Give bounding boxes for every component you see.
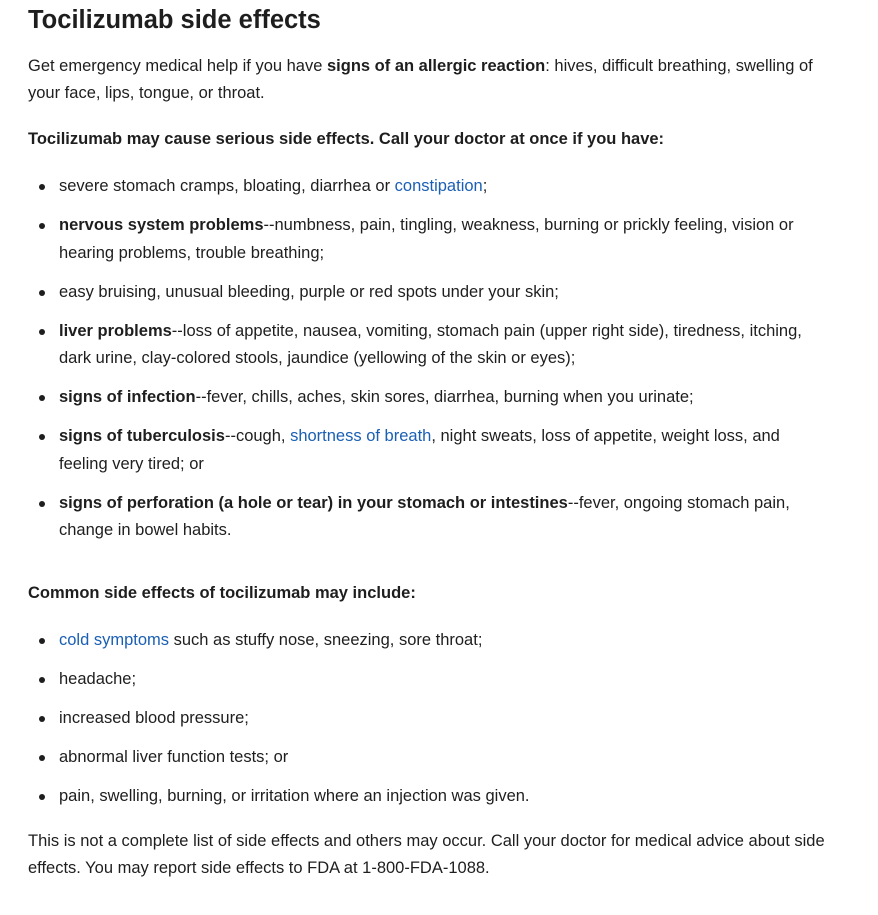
serious-effects-list [28, 173, 848, 545]
item-bold: signs of perforation (a hole or tear) in your stomach or intestines [59, 493, 568, 512]
list-item [28, 666, 824, 694]
common-effects-list [28, 627, 848, 811]
item-bold: nervous system problems [59, 216, 264, 234]
item-text: , night sweats, loss of appetite, weight loss, and feeling very tired; or [59, 427, 780, 473]
constipation-link[interactable]: constipation [394, 177, 483, 195]
item-text: easy bruising, unusual bleeding, purple or red spots under your skin; [59, 282, 559, 301]
list-item [28, 423, 824, 478]
list-item [28, 279, 824, 307]
item-bold: signs of tuberculosis [59, 427, 225, 445]
item-text: ; [482, 177, 488, 195]
item-bold: signs of infection [59, 388, 196, 406]
item-text: --fever, ongoing stomach pain, change in bowel habits. [59, 493, 790, 539]
list-item [28, 212, 824, 267]
bullet-icon [39, 716, 45, 722]
bullet-icon [39, 501, 45, 507]
item-bold: liver problems [59, 321, 172, 340]
bullet-icon [39, 329, 45, 335]
bullet-icon [39, 395, 45, 401]
item-text: headache; [59, 669, 137, 688]
cold-symptoms-link[interactable]: cold symptoms [59, 630, 170, 649]
disclaimer: This is not a complete list of side effects and others may occur. Call your doctor for medical advice about side effects. You may report side effects to FDA at 1-800-FDA-1088. [28, 832, 825, 877]
bullet-icon [39, 223, 45, 229]
list-item [28, 384, 824, 412]
bullet-icon [39, 677, 45, 683]
list-item [28, 490, 824, 545]
list-item [28, 627, 824, 655]
item-text: severe stomach cramps, bloating, diarrhea or [59, 177, 395, 195]
allergy-warning [28, 53, 828, 107]
page-title: Tocilizumab side effects [28, 6, 321, 34]
allergy-warning-suffix: : hives, difficult breathing, swelling of your face, lips, tongue, or throat. [28, 57, 813, 102]
bullet-icon [39, 755, 45, 761]
allergy-warning-bold: signs of an allergic reaction [327, 57, 546, 75]
bullet-icon [39, 434, 45, 440]
allergy-warning-prefix: Get emergency medical help if you have [28, 57, 327, 75]
item-text: increased blood pressure; [59, 708, 249, 727]
item-text: --numbness, pain, tingling, weakness, burning or prickly feeling, vision or hearing problems, trouble breathing; [59, 216, 794, 262]
item-text: abnormal liver function tests; or [59, 747, 289, 766]
bullet-icon [39, 638, 45, 644]
item-text: --fever, chills, aches, skin sores, diarrhea, burning when you urinate; [195, 388, 694, 406]
item-text: --loss of appetite, nausea, vomiting, stomach pain (upper right side), tiredness, itching, dark urine, clay-colored stools, jaundice (yellowing of the skin or eyes); [59, 321, 802, 367]
bullet-icon [39, 184, 45, 190]
serious-effects-lead: Tocilizumab may cause serious side effects. Call your doctor at once if you have: [28, 130, 665, 148]
item-text: pain, swelling, burning, or irritation where an injection was given. [59, 786, 530, 805]
list-item [28, 318, 824, 373]
common-effects-lead: Common side effects of tocilizumab may include: [28, 583, 416, 602]
bullet-icon [39, 290, 45, 296]
list-item [28, 173, 824, 201]
item-text: --cough, [224, 427, 291, 445]
list-item [28, 783, 824, 811]
list-item [28, 705, 824, 733]
list-item [28, 744, 824, 772]
shortness-of-breath-link[interactable]: shortness of breath [290, 427, 432, 445]
item-text: such as stuffy nose, sneezing, sore throat; [169, 630, 483, 649]
bullet-icon [39, 794, 45, 800]
